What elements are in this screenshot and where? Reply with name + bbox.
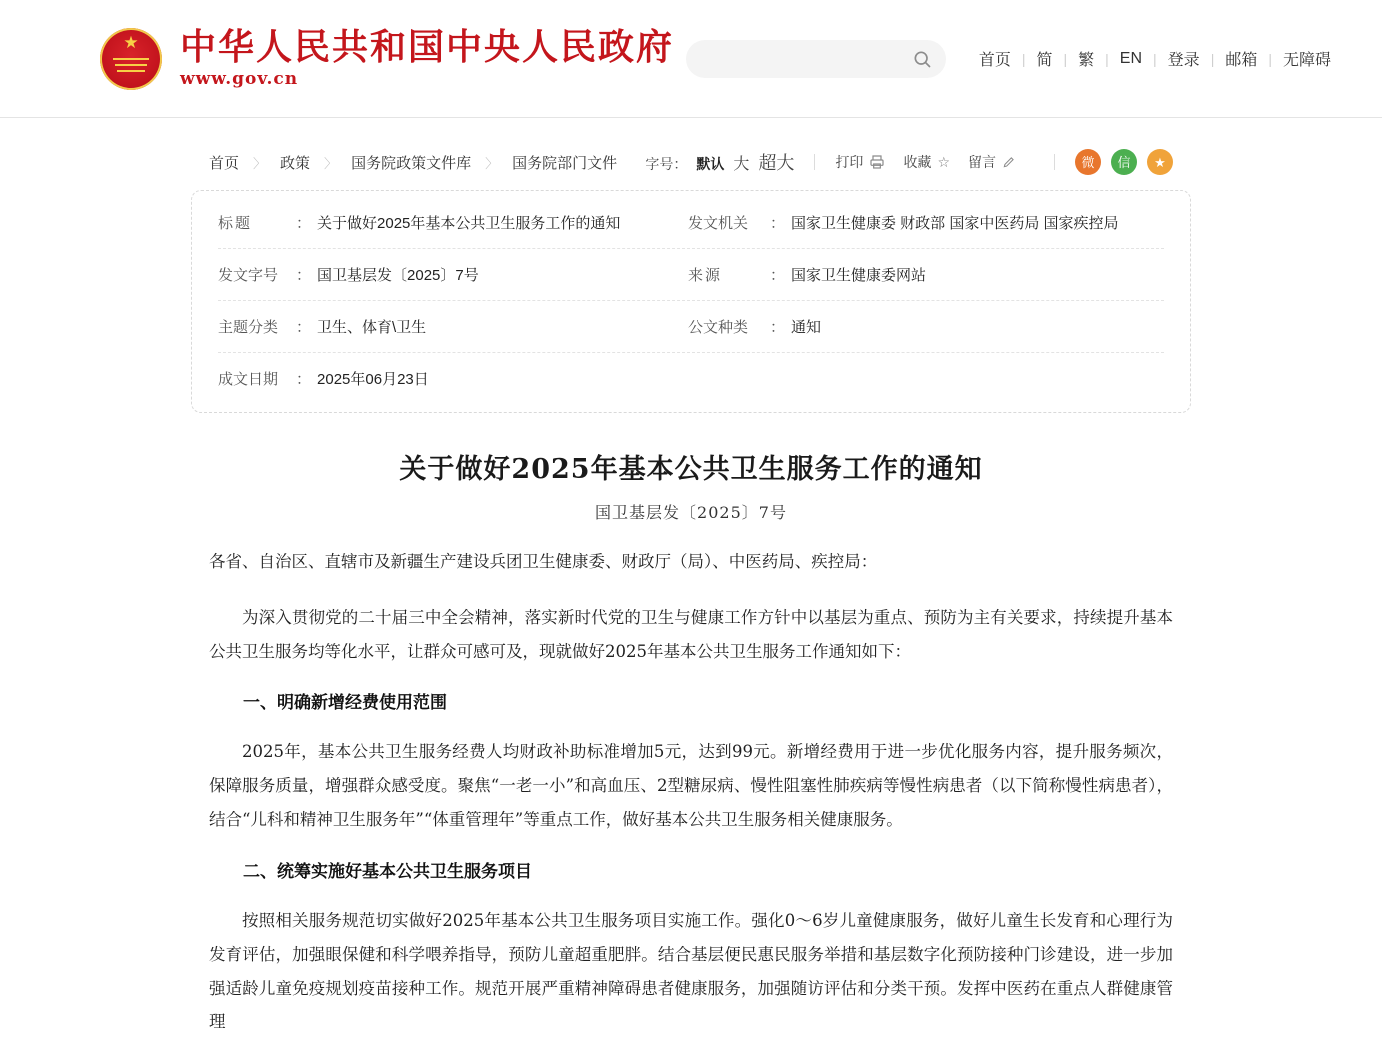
search-input[interactable] — [700, 50, 912, 68]
breadcrumb-item-policy-library[interactable]: 国务院政策文件库 — [351, 154, 472, 172]
favorite-label: 收藏 — [903, 154, 932, 170]
header-link-separator: | — [1153, 50, 1157, 67]
breadcrumb-item-policy[interactable]: 政策 — [280, 154, 311, 172]
meta-colon: ： — [770, 319, 786, 336]
toolbar-row — [191, 140, 1191, 184]
breadcrumb-arrow-icon: 〉 — [253, 155, 267, 171]
print-button[interactable] — [835, 152, 885, 172]
comment-label: 留言 — [968, 154, 996, 170]
article-body — [191, 447, 1191, 1039]
toolbar-divider — [1054, 154, 1055, 170]
site-header — [0, 0, 1382, 118]
meta-value-doc-type: 通知 — [791, 319, 822, 336]
share-icons — [1075, 149, 1173, 175]
toolbar-divider — [814, 154, 815, 170]
comment-button[interactable] — [968, 152, 1016, 172]
header-link-separator: | — [1021, 50, 1026, 67]
header-link-traditional[interactable]: 繁 — [1078, 52, 1095, 69]
meta-colon: ： — [770, 215, 786, 232]
font-size-default[interactable]: 默认 — [696, 156, 725, 172]
page-title: 关于做好2025年基本公共卫生服务工作的通知 — [399, 454, 983, 485]
font-size-control — [645, 149, 794, 175]
search-icon[interactable] — [912, 49, 932, 69]
document-meta-card — [191, 190, 1191, 413]
meta-label-source: 来源 — [688, 267, 723, 284]
wechat-share-icon[interactable]: 信 — [1111, 149, 1137, 175]
header-link-separator: | — [1063, 50, 1068, 67]
meta-label-issuing-agency: 发文机关 — [688, 215, 749, 232]
meta-value-issuing-agency: 国家卫生健康委 财政部 国家中医药局 国家疾控局 — [791, 215, 1119, 232]
section-1-paragraph: 2025年，基本公共卫生服务经费人均财政补助标准增加5元，达到99元。新增经费用于进一步优化服务内容，提升服务频次，保障服务质量，增强群众感受度。聚焦“一老一小”和高血压、2型糖尿病、慢性阻塞性肺疾病等慢性病患者（以下简称慢性病患者），结合“儿科和精神卫生服务年”“体重管理年”等重点工作，做好基本公共卫生服务相关健康服务。 — [209, 742, 1173, 830]
star-outline-icon: ☆ — [937, 153, 950, 170]
section-2-paragraph: 按照相关服务规范切实做好2025年基本公共卫生服务项目实施工作。强化0～6岁儿童健康服务，做好儿童生长发育和心理行为发育评估，加强眼保健和科学喂养指导，预防儿童超重肥胖。结合基层便民惠民服务举措和基层数字化预防接种门诊建设，进一步加强适龄儿童免疫规划疫苗接种工作。规范开展严重精神障碍患者健康服务，加强随访评估和分类干预。发挥中医药在重点人群健康管理 — [209, 910, 1173, 1032]
meta-colon: ： — [770, 267, 786, 284]
header-link-accessibility[interactable]: 无障碍 — [1282, 52, 1331, 69]
meta-colon: ： — [296, 215, 312, 232]
breadcrumb-item-department-docs[interactable]: 国务院部门文件 — [512, 154, 618, 172]
meta-label-doc-number: 发文字号 — [218, 267, 279, 284]
favorite-button[interactable] — [903, 152, 950, 172]
meta-label-doc-type: 公文种类 — [688, 319, 749, 336]
header-link-home[interactable]: 首页 — [978, 52, 1011, 69]
meta-row — [218, 249, 1164, 301]
article-tools — [645, 149, 1173, 175]
favorite-share-icon[interactable]: ★ — [1147, 149, 1173, 175]
header-link-separator: | — [1268, 50, 1272, 67]
search-box[interactable] — [686, 40, 946, 78]
header-link-separator: | — [1210, 50, 1215, 67]
national-emblem-icon — [100, 28, 162, 90]
meta-value-subject-category: 卫生、体育\卫生 — [317, 319, 427, 336]
meta-label-title: 标题 — [218, 215, 253, 232]
section-2-heading: 二、统筹实施好基本公共卫生服务项目 — [243, 861, 532, 882]
meta-colon: ： — [296, 267, 312, 284]
meta-value-doc-number: 国卫基层发〔2025〕7号 — [317, 267, 479, 284]
header-link-separator: | — [1105, 50, 1109, 67]
header-links — [968, 47, 1342, 70]
breadcrumb-arrow-icon: 〉 — [324, 155, 338, 171]
breadcrumb-item-home[interactable]: 首页 — [209, 154, 240, 172]
header-link-mail[interactable]: 邮箱 — [1225, 52, 1258, 69]
page-container — [191, 118, 1191, 1039]
printer-icon — [869, 154, 885, 170]
header-link-login[interactable]: 登录 — [1167, 52, 1200, 69]
document-number: 国卫基层发〔2025〕7号 — [595, 503, 787, 522]
meta-value-title: 关于做好2025年基本公共卫生服务工作的通知 — [317, 215, 621, 232]
meta-row — [218, 353, 1164, 404]
meta-value-date: 2025年06月23日 — [317, 371, 429, 388]
site-url: www.gov.cn — [180, 69, 299, 90]
weibo-share-icon[interactable]: 微 — [1075, 149, 1101, 175]
font-size-extra-large[interactable]: 超大 — [758, 153, 795, 173]
header-link-english[interactable]: EN — [1119, 49, 1143, 67]
site-brand[interactable] — [100, 25, 675, 90]
font-size-large[interactable]: 大 — [733, 156, 750, 173]
breadcrumb-arrow-icon: 〉 — [485, 155, 499, 171]
meta-row — [218, 301, 1164, 353]
font-size-label: 字号： — [645, 156, 688, 172]
breadcrumb — [209, 152, 617, 173]
meta-label-date: 成文日期 — [218, 371, 279, 388]
meta-label-subject-category: 主题分类 — [218, 319, 279, 336]
print-label: 打印 — [835, 154, 864, 170]
section-1-heading: 一、明确新增经费使用范围 — [243, 693, 447, 714]
paragraph-1: 为深入贯彻党的二十届三中全会精神，落实新时代党的卫生与健康工作方针中以基层为重点、预防为主有关要求，持续提升基本公共卫生服务均等化水平，让群众可感可及，现就做好2025年基本公共卫生服务工作通知如下： — [209, 607, 1173, 661]
salutation: 各省、自治区、直辖市及新疆生产建设兵团卫生健康委、财政厅（局）、中医药局、疾控局： — [209, 552, 878, 571]
site-title: 中华人民共和国中央人民政府 — [180, 25, 675, 68]
meta-colon: ： — [296, 319, 312, 336]
meta-row — [218, 197, 1164, 249]
meta-colon: ： — [296, 371, 312, 388]
header-link-simplified[interactable]: 简 — [1036, 52, 1053, 69]
meta-value-source: 国家卫生健康委网站 — [791, 267, 927, 284]
pencil-icon — [1002, 155, 1016, 169]
